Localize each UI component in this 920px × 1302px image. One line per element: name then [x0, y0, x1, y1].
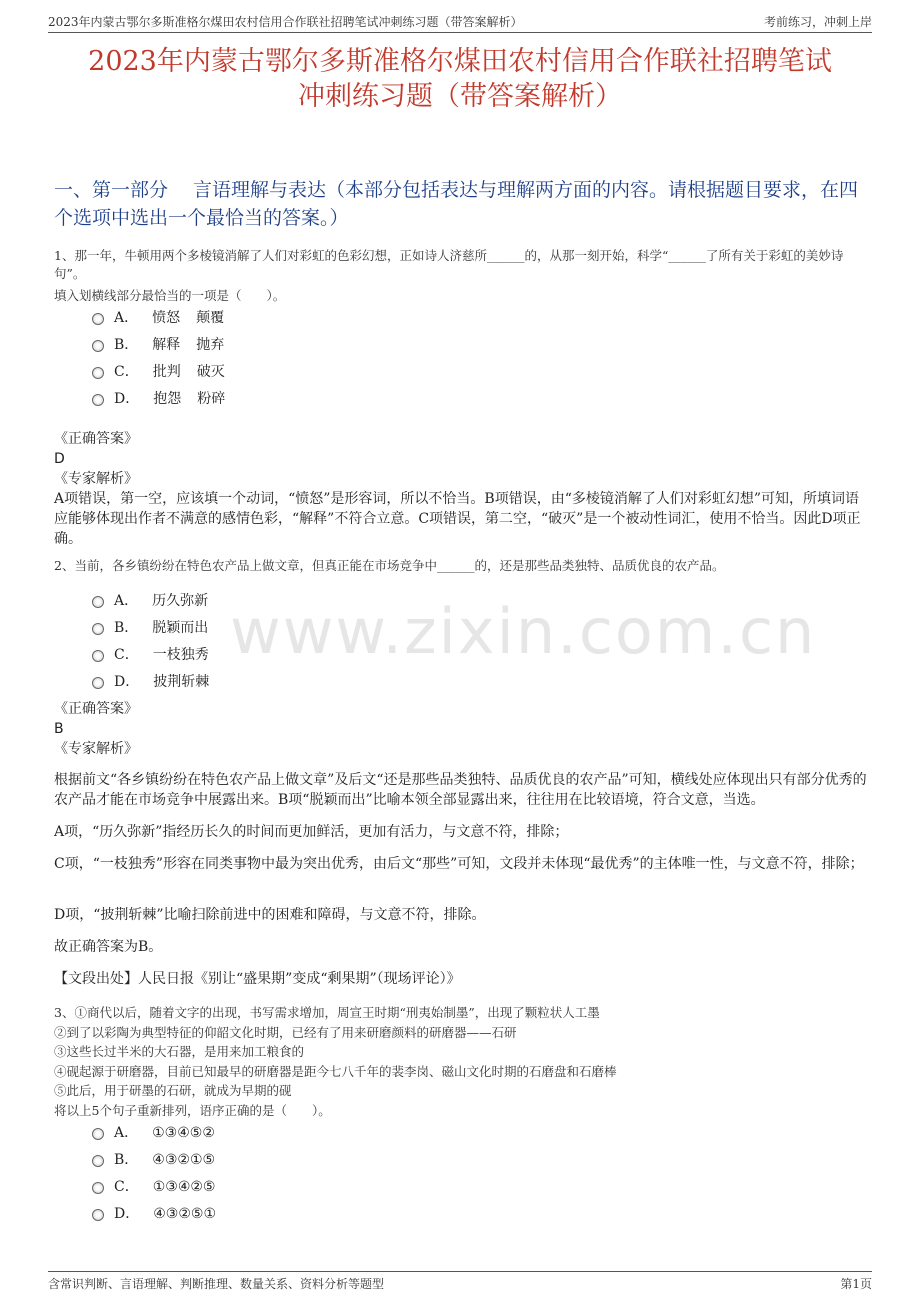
radio-icon[interactable] — [92, 340, 104, 352]
radio-icon[interactable] — [92, 367, 104, 379]
question-3-stem — [54, 1003, 870, 1121]
radio-icon[interactable] — [92, 394, 104, 406]
page-number: 第1页 — [840, 1277, 872, 1291]
radio-icon[interactable] — [92, 313, 104, 325]
answer-value: B — [54, 721, 64, 737]
analysis-text: A项错误，第一空，应该填一个动词，“愤怒”是形容词，所以不恰当。B项错误，由“多棱镜消解了人们对彩虹幻想”可知，所填词语应能够体现出作者不满意的感情色彩，“解释”不符合立意。C项错误，第二空，“破灭”是一个被动性词汇，使用不恰当。因此D项正确。 — [54, 491, 861, 547]
question-3-options — [92, 1122, 216, 1230]
radio-icon[interactable] — [92, 596, 104, 608]
option-a[interactable]: A． ①③④⑤② — [92, 1122, 216, 1149]
page-title — [48, 44, 872, 114]
question-1-stem: 1、那一年，牛顿用两个多棱镜消解了人们对彩虹的色彩幻想，正如诗人济慈所______的，从那一刻开始，科学“______了所有关于彩虹的美妙诗句”。 — [54, 248, 844, 281]
option-c[interactable]: C． 批判 破灭 — [92, 361, 225, 388]
header-document-title: 2023年内蒙古鄂尔多斯准格尔煤田农村信用合作联社招聘笔试冲刺练习题（带答案解析） — [48, 15, 523, 29]
radio-icon[interactable] — [92, 650, 104, 662]
question-2-analysis-p3: C项，“一枝独秀”形容在同类事物中最为突出优秀，由后文“那些”可知，文段并未体现“最优秀”的主体唯一性，与文意不符，排除； — [54, 856, 864, 872]
question-2-analysis-p4: D项，“披荆斩棘”比喻扫除前进中的困难和障碍，与文意不符，排除。 — [54, 907, 486, 923]
option-b[interactable]: B． 解释 抛弃 — [92, 334, 225, 361]
page-footer — [48, 1271, 872, 1292]
option-d[interactable]: D． ④③②⑤① — [92, 1203, 216, 1230]
radio-icon[interactable] — [92, 623, 104, 635]
option-c[interactable]: C． ①③④②⑤ — [92, 1176, 216, 1203]
answer-label: 《正确答案》 — [54, 431, 138, 447]
answer-value: D — [54, 451, 65, 467]
question-2-analysis-p1: 根据前文“各乡镇纷纷在特色农产品上做文章”及后文“还是那些品类独特、品质优良的农产品”可知，横线处应体现出只有部分优秀的农产品才能在市场竞争中展露出来。B项“脱颖而出”比喻本领全部显露出来，往往用在比较语境，符合文意，当选。 — [54, 772, 867, 808]
question-2-analysis-p5: 故正确答案为B。 — [54, 939, 163, 955]
watermark: www.zixin.com.cn — [230, 595, 817, 668]
question-1-answer-block — [54, 429, 870, 549]
question-2-options — [92, 590, 209, 698]
analysis-label: 《专家解析》 — [54, 741, 138, 757]
question-3-line-2: ②到了以彩陶为典型特征的仰韶文化时期，已经有了用来研磨颜料的研磨器——石研 — [54, 1024, 517, 1040]
question-1-prompt: 填入划横线部分最恰当的一项是（ ）。 — [54, 288, 286, 303]
option-c[interactable]: C． 一枝独秀 — [92, 644, 209, 671]
section-heading: 一、第一部分 言语理解与表达（本部分包括表达与理解两方面的内容。请根据题目要求，在四个选项中选出一个最恰当的答案。） — [54, 179, 859, 229]
question-1-options — [92, 307, 225, 415]
option-b[interactable]: B． ④③②①⑤ — [92, 1149, 216, 1176]
question-3-line-1: 3、①商代以后，随着文字的出现，书写需求增加，周宣王时期“刑夷始制墨”，出现了颗粒状人工墨 — [54, 1005, 600, 1020]
page-title-line-1: 2023年内蒙古鄂尔多斯准格尔煤田农村信用合作联社招聘笔试 — [88, 46, 832, 77]
option-d[interactable]: D． 披荆斩棘 — [92, 671, 209, 698]
radio-icon[interactable] — [92, 1128, 104, 1140]
page-title-line-2: 冲刺练习题（带答案解析） — [298, 81, 622, 112]
option-b[interactable]: B． 脱颖而出 — [92, 617, 209, 644]
running-header — [48, 10, 872, 33]
question-2-source: 【文段出处】人民日报《别让“盛果期”变成“剩果期”（现场评论）》 — [54, 971, 461, 987]
option-d[interactable]: D． 抱怨 粉碎 — [92, 388, 225, 415]
radio-icon[interactable] — [92, 1155, 104, 1167]
header-slogan: 考前练习，冲刺上岸 — [763, 15, 872, 29]
question-2-answer-block — [54, 699, 870, 759]
option-a[interactable]: A． 历久弥新 — [92, 590, 209, 617]
question-2-analysis-p2: A项，“历久弥新”指经历长久的时间而更加鲜活，更加有活力，与文意不符，排除； — [54, 824, 569, 840]
radio-icon[interactable] — [92, 1209, 104, 1221]
question-3-line-3: ③这些长过半米的大石器，是用来加工粮食的 — [54, 1044, 305, 1060]
option-a[interactable]: A． 愤怒 颠覆 — [92, 307, 225, 334]
question-3-prompt: 将以上5个句子重新排列，语序正确的是（ ）。 — [54, 1102, 331, 1118]
radio-icon[interactable] — [92, 677, 104, 689]
answer-label: 《正确答案》 — [54, 701, 138, 717]
question-3-line-5: ⑤此后，用于研墨的石研，就成为早期的砚 — [54, 1083, 292, 1099]
radio-icon[interactable] — [92, 1182, 104, 1194]
analysis-label: 《专家解析》 — [54, 471, 138, 487]
question-2-stem: 2、当前，各乡镇纷纷在特色农产品上做文章，但真正能在市场竞争中______的，还是那些品类独特、品质优良的农产品。 — [54, 558, 725, 573]
question-3-line-4: ④砚起源于研磨器，目前已知最早的研磨器是距今七八千年的裴李岗、磁山文化时期的石磨盘和石磨棒 — [54, 1063, 617, 1079]
footer-description: 含常识判断、言语理解、判断推理、数量关系、资料分析等题型 — [48, 1277, 385, 1291]
